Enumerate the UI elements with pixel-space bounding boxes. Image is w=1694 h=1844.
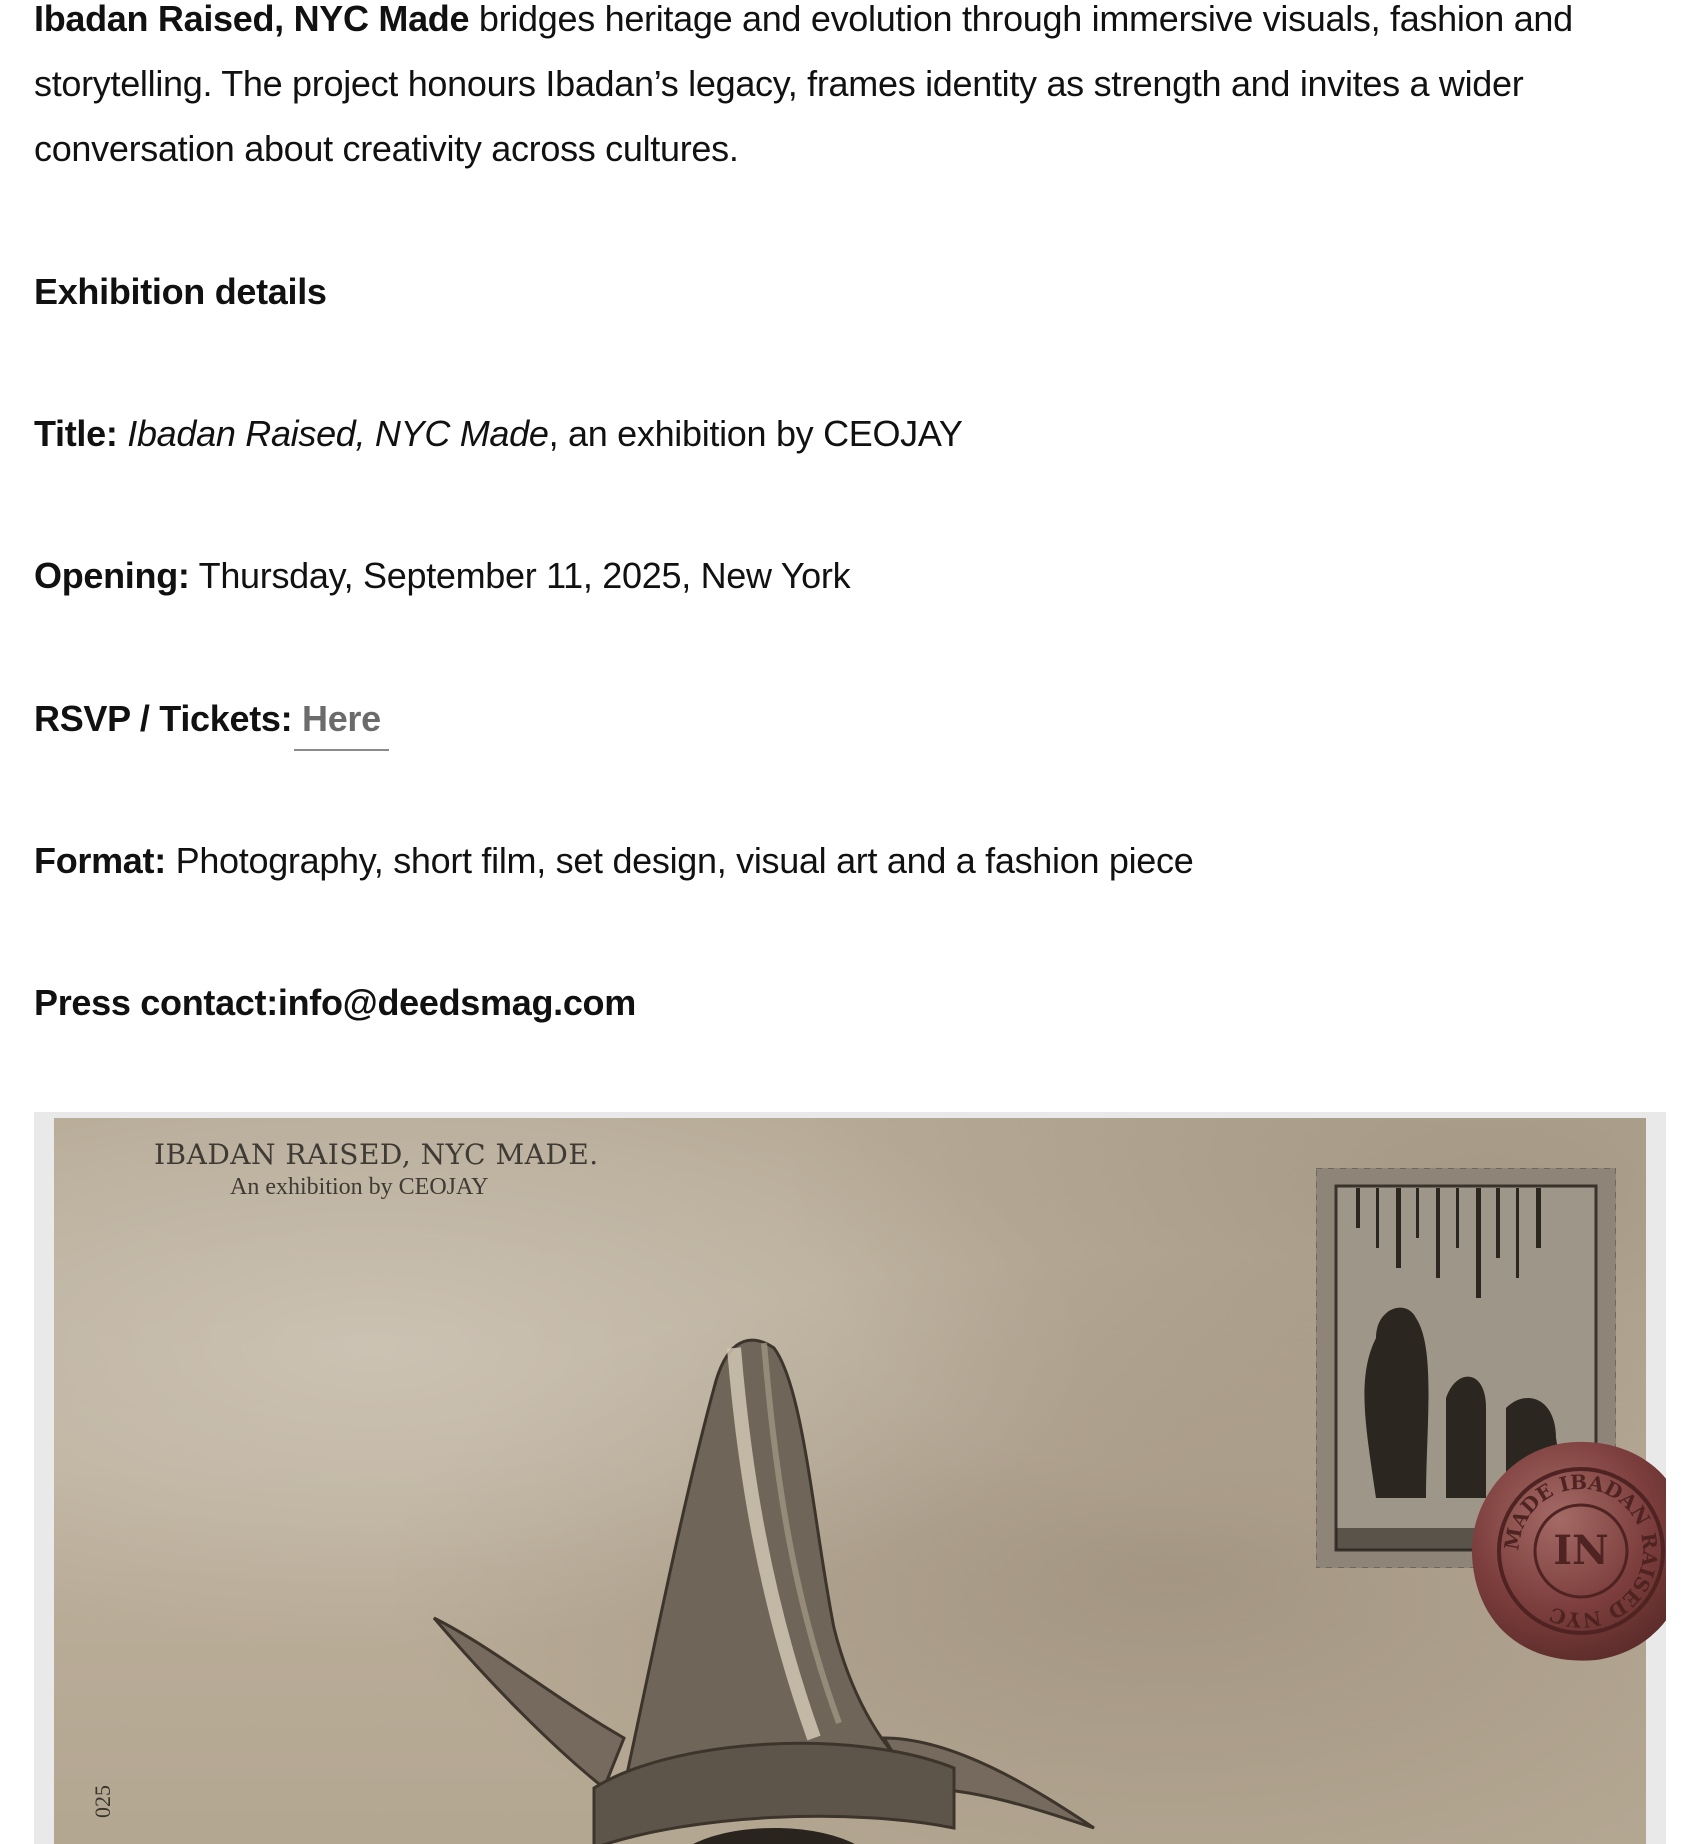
seal-monogram: IN	[1553, 1527, 1609, 1574]
exhibition-poster-image	[34, 1112, 1666, 1844]
title-label: Title:	[34, 413, 118, 454]
title-rest: , an exhibition by CEOJAY	[548, 413, 963, 454]
article-body	[34, 0, 1674, 1023]
seal-ring-text: MADE IBADAN RAISED NYC	[1499, 1469, 1663, 1633]
opening-line	[34, 554, 850, 598]
rsvp-label: RSVP / Tickets:	[34, 698, 293, 739]
title-italic: Ibadan Raised, NYC Made	[127, 413, 549, 454]
format-value: Photography, short film, set design, visual art and a fashion piece	[175, 840, 1194, 881]
intro-bold-lead: Ibadan Raised, NYC Made	[34, 0, 470, 39]
press-contact-line: Press contact:info@deedsmag.com	[34, 982, 636, 1023]
poster-title: IBADAN RAISED, NYC MADE.	[154, 1138, 599, 1171]
intro-paragraph	[34, 0, 1674, 181]
exhibition-details-heading: Exhibition details	[34, 271, 327, 312]
intro-text: bridges heritage and evolution through immersive visuals, fashion and storytelling. The project honours Ibadan’s legacy, frames identity as strength and invites a wider conversation about creativity across cultures.	[34, 0, 1573, 169]
poster-subtitle: An exhibition by CEOJAY	[230, 1174, 489, 1200]
portrait-figure	[294, 1268, 1194, 1844]
rsvp-link[interactable]: Here	[294, 698, 389, 751]
postcard	[54, 1118, 1663, 1844]
format-line	[34, 839, 1193, 883]
opening-label: Opening:	[34, 555, 190, 596]
rsvp-line	[34, 697, 389, 741]
title-line	[34, 412, 963, 456]
format-label: Format:	[34, 840, 166, 881]
wax-seal	[1466, 1436, 1666, 1666]
poster-side-text: 025	[90, 1785, 115, 1818]
opening-value: Thursday, September 11, 2025, New York	[198, 555, 851, 596]
